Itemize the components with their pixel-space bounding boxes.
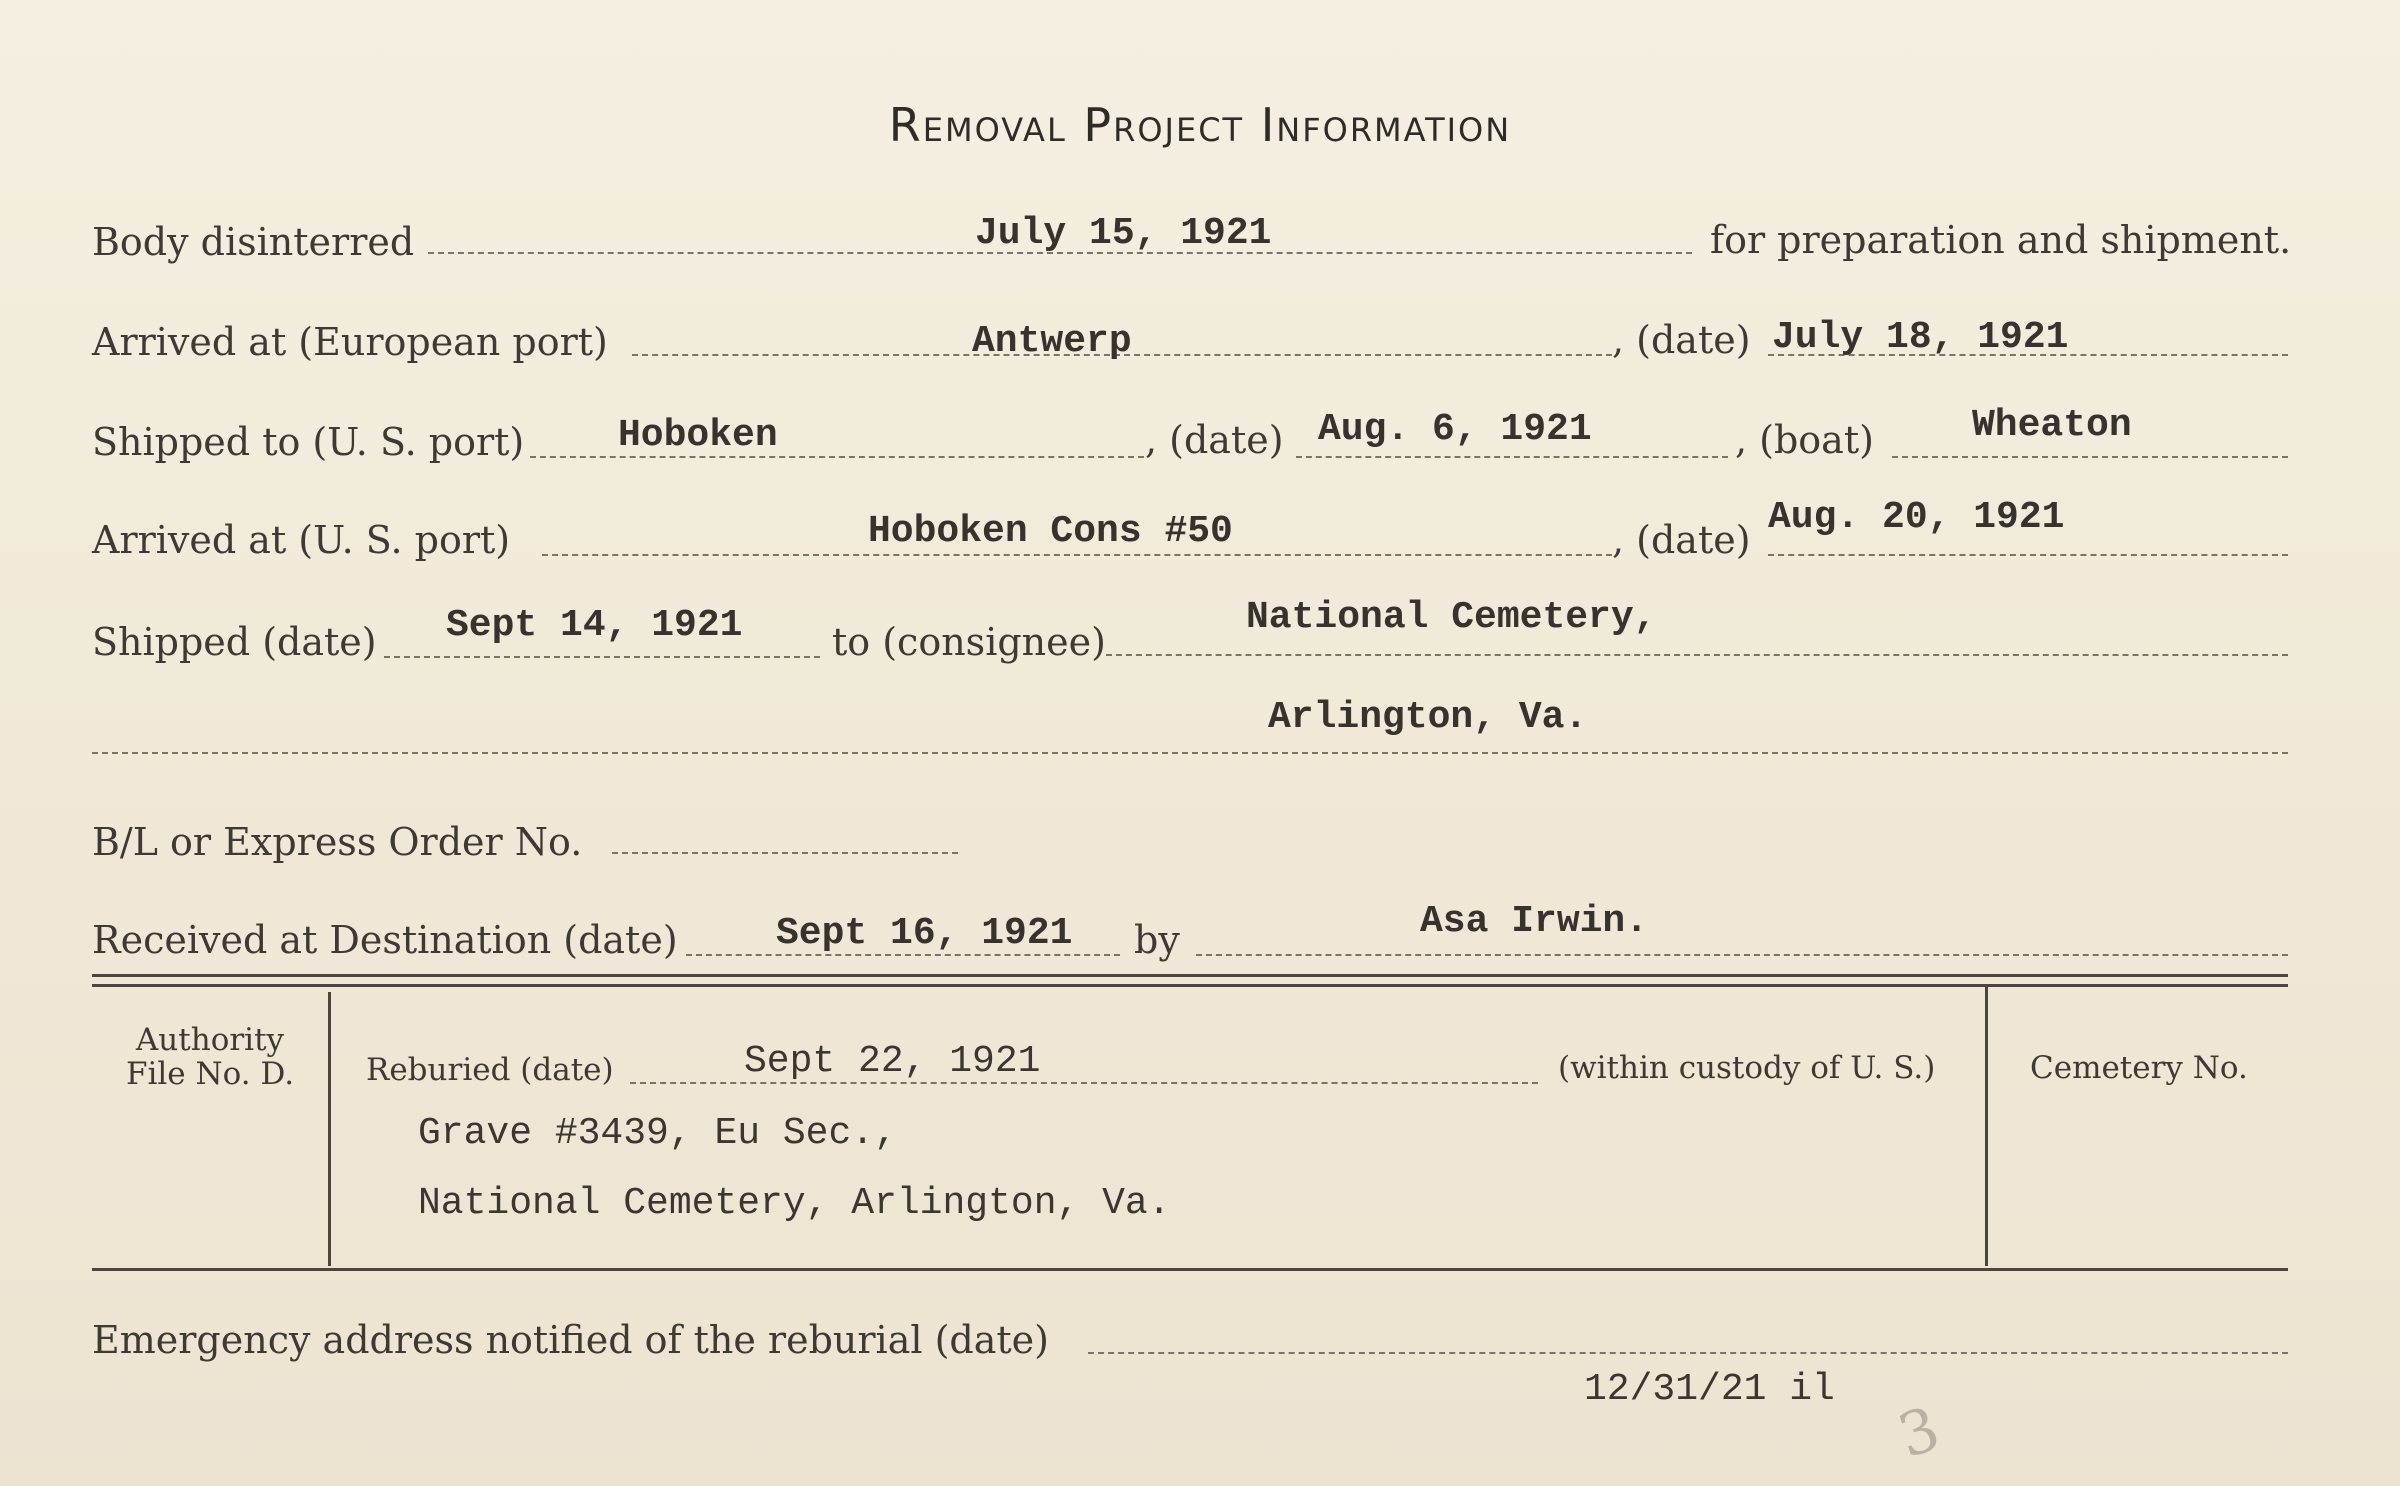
preparation-shipment-label: for preparation and shipment. (1710, 218, 2292, 262)
consignee-line (1106, 654, 2288, 656)
emergency-address-line (1088, 1352, 2288, 1354)
boat-value: Wheaton (1972, 404, 2132, 447)
box-top-rule (92, 974, 2288, 977)
shipped-us-port-value: Hoboken (618, 414, 778, 457)
bl-express-order-label: B/L or Express Order No. (92, 820, 583, 864)
arrived-european-port-label: Arrived at (European port) (92, 320, 608, 364)
consignee-line-1: National Cemetery, (1246, 596, 1657, 639)
grave-line-1: Grave #3439, Eu Sec., (418, 1112, 897, 1155)
consignee-line-2: Arlington, Va. (1268, 696, 1588, 739)
arrived-date-value: Aug. 20, 1921 (1768, 496, 2065, 539)
received-destination-label: Received at Destination (date) (92, 918, 678, 962)
box-top-rule-2 (92, 984, 2288, 987)
reburied-date-value: Sept 22, 1921 (744, 1040, 1041, 1083)
shipped-date-label-2: Shipped (date) (92, 620, 377, 664)
received-by-value: Asa Irwin. (1420, 900, 1649, 943)
shipped-us-port-label: Shipped to (U. S. port) (92, 420, 525, 464)
reburied-label: Reburied (date) (366, 1052, 614, 1088)
grave-line-2: National Cemetery, Arlington, Va. (418, 1182, 1171, 1225)
received-by-line (1196, 954, 2288, 956)
arrived-date-label: , (date) (1612, 518, 1751, 562)
shipped-date-value-2: Sept 14, 1921 (446, 604, 743, 647)
box-divider-left (328, 992, 331, 1266)
shipped-date-value: Aug. 6, 1921 (1318, 408, 1592, 451)
consignee-label: to (consignee) (832, 620, 1106, 664)
body-disinterred-label: Body disinterred (92, 220, 415, 264)
card-title: Removal Project Information (888, 98, 1512, 152)
pencil-mark: 3 (1890, 1393, 1949, 1473)
consignee-continuation-line (92, 752, 2288, 754)
european-port-value: Antwerp (972, 320, 1132, 363)
boat-label: , (boat) (1735, 418, 1874, 462)
body-disinterred-date: July 15, 1921 (975, 212, 1272, 255)
shipped-date-line (1296, 456, 1728, 458)
box-bottom-rule (92, 1268, 2288, 1271)
bl-express-order-line (612, 852, 958, 854)
authority-file-label: File No. D. (125, 1056, 295, 1092)
shipped-date-line-2 (384, 656, 820, 658)
arrived-us-port-line (542, 554, 1612, 556)
european-date-label: , (date) (1612, 318, 1751, 362)
arrived-us-port-label: Arrived at (U. S. port) (92, 518, 511, 562)
custody-label: (within custody of U. S.) (1558, 1050, 1936, 1086)
box-divider-right (1985, 986, 1988, 1266)
received-date-value: Sept 16, 1921 (776, 912, 1073, 955)
arrived-us-port-value: Hoboken Cons #50 (868, 510, 1233, 553)
received-by-label: by (1134, 918, 1180, 962)
arrived-date-line (1768, 554, 2288, 556)
european-date-value: July 18, 1921 (1772, 316, 2069, 359)
boat-line (1892, 456, 2288, 458)
emergency-address-label: Emergency address notified of the reburial (date) (92, 1318, 1049, 1362)
cemetery-no-label: Cemetery No. (2030, 1050, 2248, 1086)
authority-label: Authority (135, 1022, 285, 1058)
file-stamp: 12/31/21 il (1584, 1368, 1835, 1411)
shipped-date-label: , (date) (1145, 418, 1284, 462)
